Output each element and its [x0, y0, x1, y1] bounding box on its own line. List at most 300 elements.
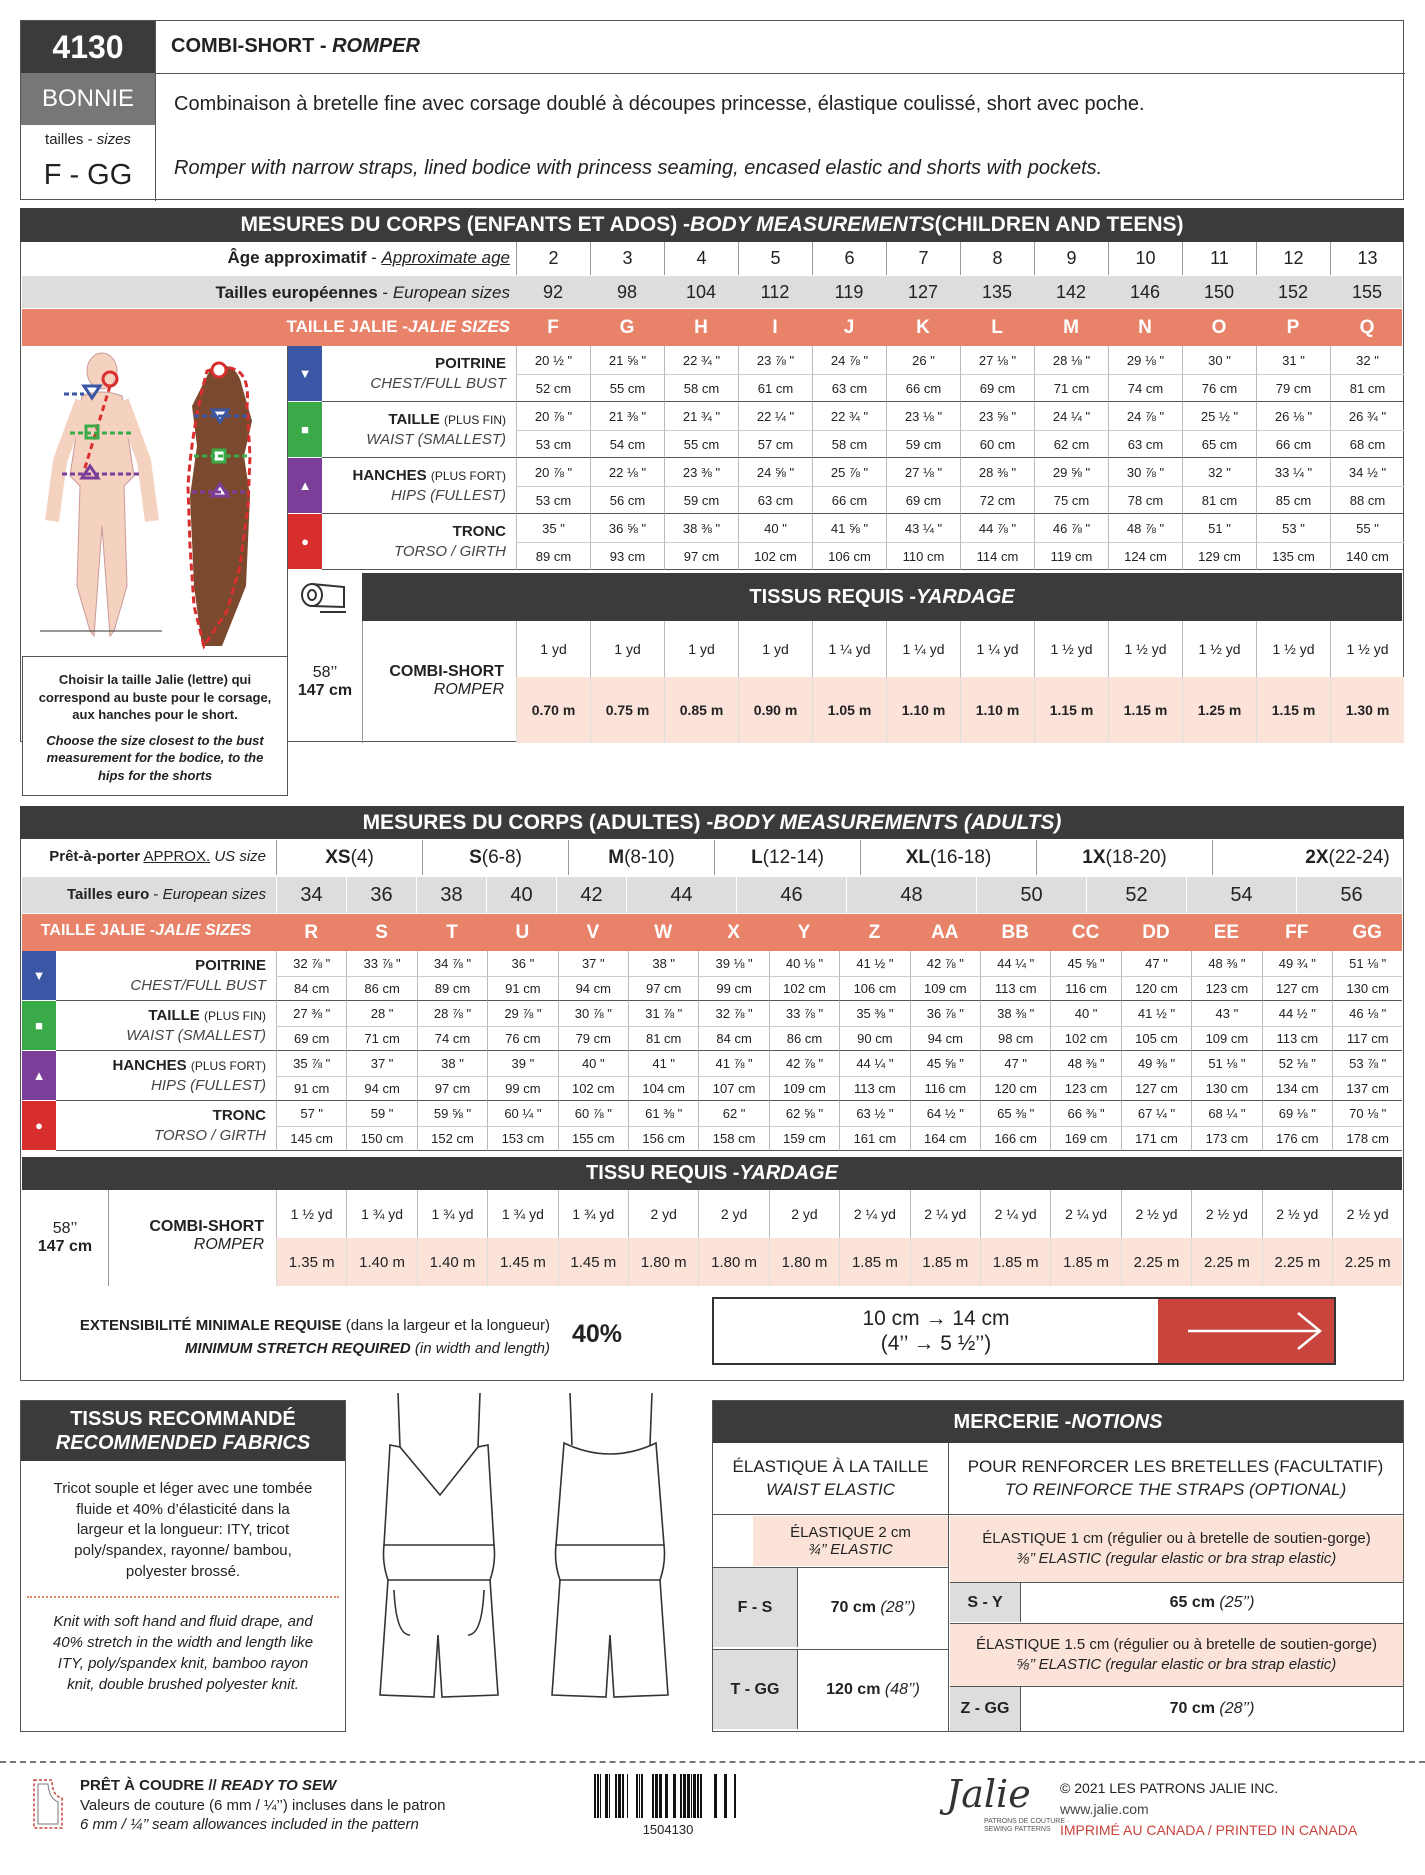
child-euro-cell: 155 [1351, 281, 1383, 302]
child-ages-cell: 3 [590, 242, 664, 275]
measure-in-cell: 20 ⅞ " [516, 458, 590, 486]
measure-cm-cell: 57 cm [738, 430, 812, 458]
measure-name-fr: TAILLE [148, 1007, 200, 1024]
measure-cm-cell: 63 cm [1108, 430, 1182, 458]
stretch-arrow [1158, 1299, 1334, 1363]
measure-cm-cell: 109 cm [910, 976, 980, 1001]
measure-name-fr: TRONC [212, 1107, 266, 1124]
measure-in-cell: 25 ½ " [1182, 402, 1256, 430]
adult-jalie-cell: U [515, 921, 530, 943]
child-jalie-cell: H [694, 316, 708, 338]
measure-in-cell: 26 " [886, 346, 960, 374]
measure-cm-cell: 54 cm [590, 430, 664, 458]
barcode-bar [673, 1774, 676, 1818]
measure-cm-cell: 152 cm [417, 1126, 487, 1151]
measure-cm-cell: 63 cm [738, 486, 812, 514]
measure-in-cell: 44 ⅞ " [960, 514, 1034, 542]
measure-cm-cell: 105 cm [1121, 1026, 1191, 1051]
barcode-bar [659, 1774, 662, 1818]
adults-title: MESURES DU CORPS (ADULTES) - BODY MEASUREMENTS (ADULTS) [20, 806, 1404, 839]
measure-in-cell: 36 " [487, 951, 557, 976]
child-yd-cell: 1 ½ yd [1182, 621, 1256, 677]
measure-cm-cell: 89 cm [516, 542, 590, 570]
adults-yardage-title: TISSU REQUIS - YARDAGE [22, 1157, 1402, 1190]
child-ages-cell: 9 [1034, 242, 1108, 275]
measure-in-cell: 51 " [1182, 514, 1256, 542]
measure-in-cell: 32 " [1182, 458, 1256, 486]
measure-in-cell: 35 " [516, 514, 590, 542]
square-icon: ■ [35, 1018, 43, 1033]
measure-name-en: TORSO / GIRTH [154, 1127, 266, 1145]
adult-m-cell: 1.80 m [628, 1238, 698, 1286]
adult-yd-cell: 2 yd [769, 1190, 839, 1238]
adult-euro-label: Tailles euro - European sizes [66, 886, 266, 903]
measure-cm-cell: 79 cm [558, 1026, 628, 1051]
measure-cm-cell: 93 cm [590, 542, 664, 570]
measure-in-cell: 48 ⅜ " [1050, 1051, 1120, 1076]
barcode-bar [615, 1774, 617, 1818]
rtw-cell [1212, 840, 1425, 875]
adult-fabric-width: 58’’ 147 cm [37, 1220, 93, 1255]
measure-in-cell: 31 " [1256, 346, 1330, 374]
measure-cm-cell: 98 cm [980, 1026, 1050, 1051]
fabrics-fr: Tricot souple et léger avec une tombée fluide et 40% d’élasticité dans la largeur et la longueur: ITY, tricot poly/spandex, rayonne/ bambou, polyester brossé. [27, 1461, 339, 1598]
child-euro-cell: 135 [981, 281, 1013, 302]
measure-cm-cell: 86 cm [769, 1026, 839, 1051]
measure-cm-cell: 65 cm [1182, 430, 1256, 458]
measure-name-fr: POITRINE [435, 355, 506, 372]
child-euro-cell: 104 [685, 281, 717, 302]
measure-cm-cell: 153 cm [487, 1126, 557, 1151]
circle-icon: ● [301, 534, 309, 549]
child-m-cell: 1.30 m [1330, 677, 1404, 743]
measure-in-cell: 41 ½ " [1121, 1001, 1191, 1026]
measure-in-cell: 30 ⅞ " [1108, 458, 1182, 486]
measure-in-cell: 41 ½ " [839, 951, 909, 976]
barcode-bar [636, 1774, 638, 1818]
barcode-bar [605, 1774, 608, 1818]
measure-in-cell: 40 " [1050, 1001, 1120, 1026]
header-box [20, 20, 1404, 200]
measure-in-cell: 33 ⅞ " [346, 951, 416, 976]
children-fabric-width: 58’’ 147 cm [297, 664, 353, 699]
adult-yd-cell: 2 ½ yd [1121, 1190, 1191, 1238]
measure-in-cell: 49 ¾ " [1262, 951, 1332, 976]
measure-in-cell: 24 ⅞ " [812, 346, 886, 374]
child-jalie-cell: Q [1359, 316, 1375, 338]
measure-cm-cell: 123 cm [1050, 1076, 1120, 1101]
adult-yd-cell: 2 yd [628, 1190, 698, 1238]
measure-in-cell: 49 ⅜ " [1121, 1051, 1191, 1076]
measure-cm-cell: 129 cm [1182, 542, 1256, 570]
measure-in-cell: 21 ⅝ " [590, 346, 664, 374]
child-euro-cell: 150 [1203, 281, 1235, 302]
child-ages-cell: 12 [1256, 242, 1330, 275]
stretch-percent: 40% [572, 1320, 623, 1348]
adult-yd-cell: 1 ½ yd [276, 1190, 346, 1238]
measure-cm-cell: 102 cm [558, 1076, 628, 1101]
rtw-number: (16-18) [930, 846, 992, 868]
measure-cm-cell: 68 cm [1330, 430, 1404, 458]
rtw-number: (12-14) [762, 846, 824, 868]
measure-cm-cell: 84 cm [276, 976, 346, 1001]
waist-in: (48’’) [884, 1680, 920, 1698]
jalie-label: TAILLE JALIE -JALIE SIZES [286, 317, 510, 336]
front-view-drawing [380, 1393, 498, 1697]
waist-length [797, 1649, 948, 1729]
measure-cm-cell: 66 cm [812, 486, 886, 514]
adult-m-cell: 1.45 m [487, 1238, 557, 1286]
measure-in-cell: 23 ⅛ " [886, 402, 960, 430]
adult-yd-cell: 2 ¼ yd [839, 1190, 909, 1238]
measure-name-fr: TAILLE [388, 411, 440, 428]
measure-in-cell: 45 ⅝ " [1050, 951, 1120, 976]
measure-label [56, 951, 276, 1001]
barcode-number: 1504130 [642, 1822, 694, 1837]
adult-jalie-cell: BB [1001, 921, 1029, 943]
choose-size-note: Choisir la taille Jalie (lettre) qui correspond au buste pour le corsage, aux hanches pour le short. Choose the size closest to the bust measurement for the bodice, to the hips for the shorts [22, 656, 288, 796]
rtw-cell [714, 840, 860, 875]
measure-in-cell: 63 ½ " [839, 1101, 909, 1126]
measure-cm-cell: 127 cm [1121, 1076, 1191, 1101]
child-ages-cell: 5 [738, 242, 812, 275]
child-m-cell: 0.90 m [738, 677, 812, 743]
adult-euro-cell: 36 [346, 877, 416, 913]
adult-euro-cell: 48 [846, 877, 976, 913]
measure-cm-cell: 120 cm [980, 1076, 1050, 1101]
adult-yd-cell: 2 ¼ yd [1050, 1190, 1120, 1238]
measure-cm-cell: 99 cm [487, 1076, 557, 1101]
measure-in-cell: 27 ⅛ " [960, 346, 1034, 374]
child-euro-cell: 127 [907, 281, 939, 302]
measure-cm-cell: 56 cm [590, 486, 664, 514]
adult-yd-cell: 2 ½ yd [1191, 1190, 1261, 1238]
measure-marker-triangle-down-icon [22, 951, 56, 1000]
measure-cm-cell: 81 cm [1330, 374, 1404, 402]
children-yardage-title: TISSUS REQUIS - YARDAGE [362, 573, 1402, 621]
measure-cm-cell: 58 cm [664, 374, 738, 402]
measure-cm-cell: 84 cm [698, 1026, 768, 1051]
technical-drawings [370, 1385, 700, 1715]
child-euro-cell: 112 [760, 281, 790, 302]
measure-cm-cell: 61 cm [738, 374, 812, 402]
measure-cm-cell: 78 cm [1108, 486, 1182, 514]
ready-to-sew-icon [30, 1776, 66, 1832]
adult-euro-cell: 52 [1086, 877, 1186, 913]
measure-in-cell: 41 ⅞ " [698, 1051, 768, 1076]
rtw-number: (6-8) [481, 846, 522, 868]
measure-cm-cell: 71 cm [1034, 374, 1108, 402]
adult-m-cell: 1.85 m [980, 1238, 1050, 1286]
waist-cm: 120 cm [826, 1680, 881, 1698]
measure-in-cell: 26 ⅛ " [1256, 402, 1330, 430]
measure-in-cell: 33 ⅞ " [769, 1001, 839, 1026]
measure-cm-cell: 166 cm [980, 1126, 1050, 1151]
measure-in-cell: 68 ¼ " [1191, 1101, 1261, 1126]
adult-m-cell: 2.25 m [1332, 1238, 1402, 1286]
measure-cm-cell: 89 cm [417, 976, 487, 1001]
child-jalie-cell: P [1286, 316, 1300, 338]
description-fr: Combinaison à bretelle fine avec corsage doublé à découpes princesse, élastique coulissé, short avec poche. [174, 93, 1145, 115]
measure-cm-cell: 62 cm [1034, 430, 1108, 458]
measure-in-cell: 20 ⅞ " [516, 402, 590, 430]
rtw-size: L [751, 846, 763, 868]
measure-cm-cell: 59 cm [886, 430, 960, 458]
waist-elastic-type: ÉLASTIQUE 2 cm ¾’’ ELASTIC [753, 1516, 948, 1566]
measure-in-cell: 44 ¼ " [839, 1051, 909, 1076]
adult-euro-cell: 44 [626, 877, 736, 913]
adult-m-cell: 1.85 m [839, 1238, 909, 1286]
measure-name-en: TORSO / GIRTH [394, 543, 506, 561]
measure-label-fr [56, 1106, 266, 1126]
measure-in-cell: 22 ⅛ " [590, 458, 664, 486]
measure-in-cell: 41 " [628, 1051, 698, 1076]
measure-in-cell: 35 ⅜ " [839, 1001, 909, 1026]
rtw-label: Prêt-à-porter APPROX. US size [49, 848, 266, 865]
child-yd-cell: 1 ¼ yd [886, 621, 960, 677]
fabrics-box [20, 1400, 346, 1732]
measure-cm-cell: 102 cm [738, 542, 812, 570]
adult-jalie-cell: AA [931, 921, 959, 943]
measure-in-cell: 27 ⅜ " [276, 1001, 346, 1026]
measure-cm-cell: 69 cm [276, 1026, 346, 1051]
measure-in-cell: 23 ⅜ " [664, 458, 738, 486]
measure-cm-cell: 99 cm [698, 976, 768, 1001]
adult-yd-cell: 1 ¾ yd [346, 1190, 416, 1238]
measure-cm-cell: 63 cm [812, 374, 886, 402]
side-figure [188, 363, 252, 646]
adult-jalie-cell: Z [868, 921, 881, 943]
measure-in-cell: 67 ¼ " [1121, 1101, 1191, 1126]
measure-label-fr [56, 956, 266, 976]
rtw-number: (8-10) [624, 846, 675, 868]
child-euro-cell: 98 [616, 281, 638, 302]
measure-in-cell: 60 ⅞ " [558, 1101, 628, 1126]
child-euro-cell: 119 [834, 281, 864, 302]
measure-cm-cell: 76 cm [487, 1026, 557, 1051]
measure-cm-cell: 86 cm [346, 976, 416, 1001]
measure-in-cell: 23 ⅞ " [738, 346, 812, 374]
measure-in-cell: 32 ⅞ " [698, 1001, 768, 1026]
measure-in-cell: 47 " [1121, 951, 1191, 976]
barcode-bar [597, 1774, 599, 1818]
child-yd-cell: 1 ¼ yd [812, 621, 886, 677]
child-yd-cell: 1 yd [738, 621, 812, 677]
measure-name-en: HIPS (FULLEST) [390, 487, 506, 505]
measure-cm-cell: 135 cm [1256, 542, 1330, 570]
child-m-cell: 0.75 m [590, 677, 664, 743]
measure-label [322, 514, 516, 570]
barcode-bar [622, 1774, 624, 1818]
child-yd-cell: 1 yd [590, 621, 664, 677]
barcode-bar [609, 1774, 610, 1818]
measure-label-fr [322, 354, 506, 374]
measure-in-cell: 59 " [346, 1101, 416, 1126]
measure-cm-cell: 106 cm [812, 542, 886, 570]
measure-in-cell: 37 " [558, 951, 628, 976]
barcode-bar [683, 1774, 686, 1818]
barcode-bar [618, 1774, 621, 1818]
measure-marker-triangle-up-icon [22, 1051, 56, 1100]
measure-cm-cell: 161 cm [839, 1126, 909, 1151]
rtw-size: S [469, 846, 482, 868]
rtw-cell [860, 840, 1036, 875]
adult-m-cell: 1.85 m [1050, 1238, 1120, 1286]
measure-cm-cell: 113 cm [839, 1076, 909, 1101]
child-ages-cell: 7 [886, 242, 960, 275]
measure-in-cell: 34 ½ " [1330, 458, 1404, 486]
adult-yd-cell: 2 ½ yd [1262, 1190, 1332, 1238]
stretch-values: 10 cm → 14 cm (4’’ → 5 ½’’) [862, 1306, 1010, 1355]
back-view-drawing [552, 1393, 668, 1697]
measure-in-cell: 28 ⅛ " [1034, 346, 1108, 374]
measure-in-cell: 32 ⅞ " [276, 951, 346, 976]
measure-in-cell: 24 ¼ " [1034, 402, 1108, 430]
elastic-15cm: ÉLASTIQUE 1.5 cm (régulier ou à bretelle de soutien-gorge) ⅝’’ ELASTIC (regular elastic or bra strap elastic) [950, 1624, 1403, 1686]
measure-in-cell: 34 ⅞ " [417, 951, 487, 976]
measure-in-cell: 24 ⅝ " [738, 458, 812, 486]
child-euro-cell: 146 [1129, 281, 1161, 302]
adult-jalie-cell: V [586, 921, 600, 943]
child-ages-cell: 13 [1330, 242, 1404, 275]
measure-cm-cell: 145 cm [276, 1126, 346, 1151]
waist-in: (28’’) [880, 1598, 916, 1616]
rtw-size: XL [905, 846, 931, 868]
child-ages-cell: 8 [960, 242, 1034, 275]
barcode-bar [714, 1774, 717, 1818]
measure-name-en: CHEST/FULL BUST [130, 977, 266, 995]
child-m-cell: 1.15 m [1034, 677, 1108, 743]
measure-in-cell: 28 ⅜ " [960, 458, 1034, 486]
description-en: Romper with narrow straps, lined bodice with princess seaming, encased elastic and shorts with pockets. [174, 157, 1103, 179]
measure-cm-cell: 130 cm [1191, 1076, 1261, 1101]
barcode-bar [724, 1774, 727, 1818]
measure-in-cell: 45 ⅝ " [910, 1051, 980, 1076]
measure-in-cell: 51 ⅛ " [1332, 951, 1402, 976]
measure-in-cell: 40 " [738, 514, 812, 542]
notions-title: MERCERIE - NOTIONS [713, 1401, 1403, 1443]
measure-label-fr [322, 410, 506, 430]
measure-in-cell: 38 " [628, 951, 698, 976]
measure-in-cell: 55 " [1330, 514, 1404, 542]
measure-cm-cell: 120 cm [1121, 976, 1191, 1001]
measure-cm-cell: 53 cm [516, 430, 590, 458]
measure-cm-cell: 85 cm [1256, 486, 1330, 514]
measure-in-cell: 61 ⅜ " [628, 1101, 698, 1126]
measure-cm-cell: 69 cm [960, 374, 1034, 402]
measure-in-cell: 33 ¼ " [1256, 458, 1330, 486]
measure-label [56, 1051, 276, 1101]
front-figure [40, 353, 162, 636]
measure-cm-cell: 94 cm [558, 976, 628, 1001]
measure-in-cell: 38 " [417, 1051, 487, 1076]
waist-size: F - S [713, 1567, 797, 1647]
measure-label [56, 1101, 276, 1151]
adult-jalie-cell: R [304, 921, 319, 943]
measure-cm-cell: 130 cm [1332, 976, 1402, 1001]
measure-in-cell: 57 " [276, 1101, 346, 1126]
child-euro-cell: 92 [542, 281, 564, 302]
child-jalie-cell: O [1211, 316, 1227, 338]
child-jalie-cell: N [1138, 316, 1152, 338]
child-m-cell: 1.15 m [1256, 677, 1330, 743]
measure-cm-cell: 127 cm [1262, 976, 1332, 1001]
adult-garment: COMBI-SHORT ROMPER [108, 1190, 276, 1286]
child-yd-cell: 1 ½ yd [1034, 621, 1108, 677]
jalie-logo: Jalie [946, 1772, 1031, 1816]
measure-cm-cell: 97 cm [664, 542, 738, 570]
rtw-cell [422, 840, 568, 875]
waist-size: T - GG [713, 1649, 797, 1729]
measure-cm-cell: 116 cm [910, 1076, 980, 1101]
measure-in-cell: 51 ⅛ " [1191, 1051, 1261, 1076]
barcode-bar [734, 1774, 736, 1818]
measure-in-cell: 29 ⅞ " [487, 1001, 557, 1026]
measure-marker-circle-icon [288, 514, 322, 569]
measure-in-cell: 40 " [558, 1051, 628, 1076]
children-garment: COMBI-SHORT ROMPER [362, 621, 516, 743]
barcode-bar [691, 1774, 692, 1818]
measure-label [322, 402, 516, 458]
child-m-cell: 0.70 m [516, 677, 590, 743]
adult-euro-cell: 46 [736, 877, 846, 913]
measure-cm-cell: 156 cm [628, 1126, 698, 1151]
waist-cm: 70 cm [830, 1598, 876, 1616]
measure-in-cell: 36 ⅝ " [590, 514, 664, 542]
barcode-bar [600, 1774, 601, 1818]
child-ages-cell: 6 [812, 242, 886, 275]
measure-label-fr [322, 522, 506, 542]
adult-jalie-cell: EE [1213, 921, 1240, 943]
measure-cm-cell: 66 cm [1256, 430, 1330, 458]
measure-cm-cell: 71 cm [346, 1026, 416, 1051]
rtw-size: M [608, 846, 625, 868]
measure-marker-circle-icon [22, 1101, 56, 1150]
measure-name-fr: POITRINE [195, 957, 266, 974]
measure-name-small: (PLUS FIN) [203, 1009, 266, 1023]
elastic-15cm-row: Z - GG 70 cm (28’’) [950, 1686, 1403, 1731]
measure-cm-cell: 94 cm [910, 1026, 980, 1051]
child-jalie-cell: I [772, 316, 778, 338]
child-ages-cell: 2 [516, 242, 590, 275]
measure-in-cell: 53 " [1256, 514, 1330, 542]
adult-yd-cell: 1 ¾ yd [558, 1190, 628, 1238]
measure-name-fr: HANCHES [352, 467, 427, 484]
measure-in-cell: 22 ¾ " [664, 346, 738, 374]
barcode-bar [700, 1774, 702, 1818]
child-jalie-cell: K [916, 316, 930, 338]
measure-cm-cell: 169 cm [1050, 1126, 1120, 1151]
waist-elastic-header: ÉLASTIQUE À LA TAILLE WAIST ELASTIC [732, 1456, 929, 1499]
measure-cm-cell: 81 cm [1182, 486, 1256, 514]
child-yd-cell: 1 ½ yd [1330, 621, 1404, 677]
measure-in-cell: 66 ⅜ " [1050, 1101, 1120, 1126]
measure-cm-cell: 176 cm [1262, 1126, 1332, 1151]
barcode-bar [641, 1774, 643, 1818]
measure-cm-cell: 90 cm [839, 1026, 909, 1051]
adult-jalie-cell: T [446, 921, 458, 943]
measure-name-en: CHEST/FULL BUST [370, 375, 506, 393]
barcode-bar [639, 1774, 640, 1818]
measure-in-cell: 70 ⅛ " [1332, 1101, 1402, 1126]
measure-cm-cell: 52 cm [516, 374, 590, 402]
rtw-size: XS [325, 846, 351, 868]
barcode-bar [652, 1774, 654, 1818]
rtw-cell [276, 840, 422, 875]
measure-cm-cell: 159 cm [769, 1126, 839, 1151]
child-m-cell: 1.15 m [1108, 677, 1182, 743]
measure-in-cell: 62 " [698, 1101, 768, 1126]
